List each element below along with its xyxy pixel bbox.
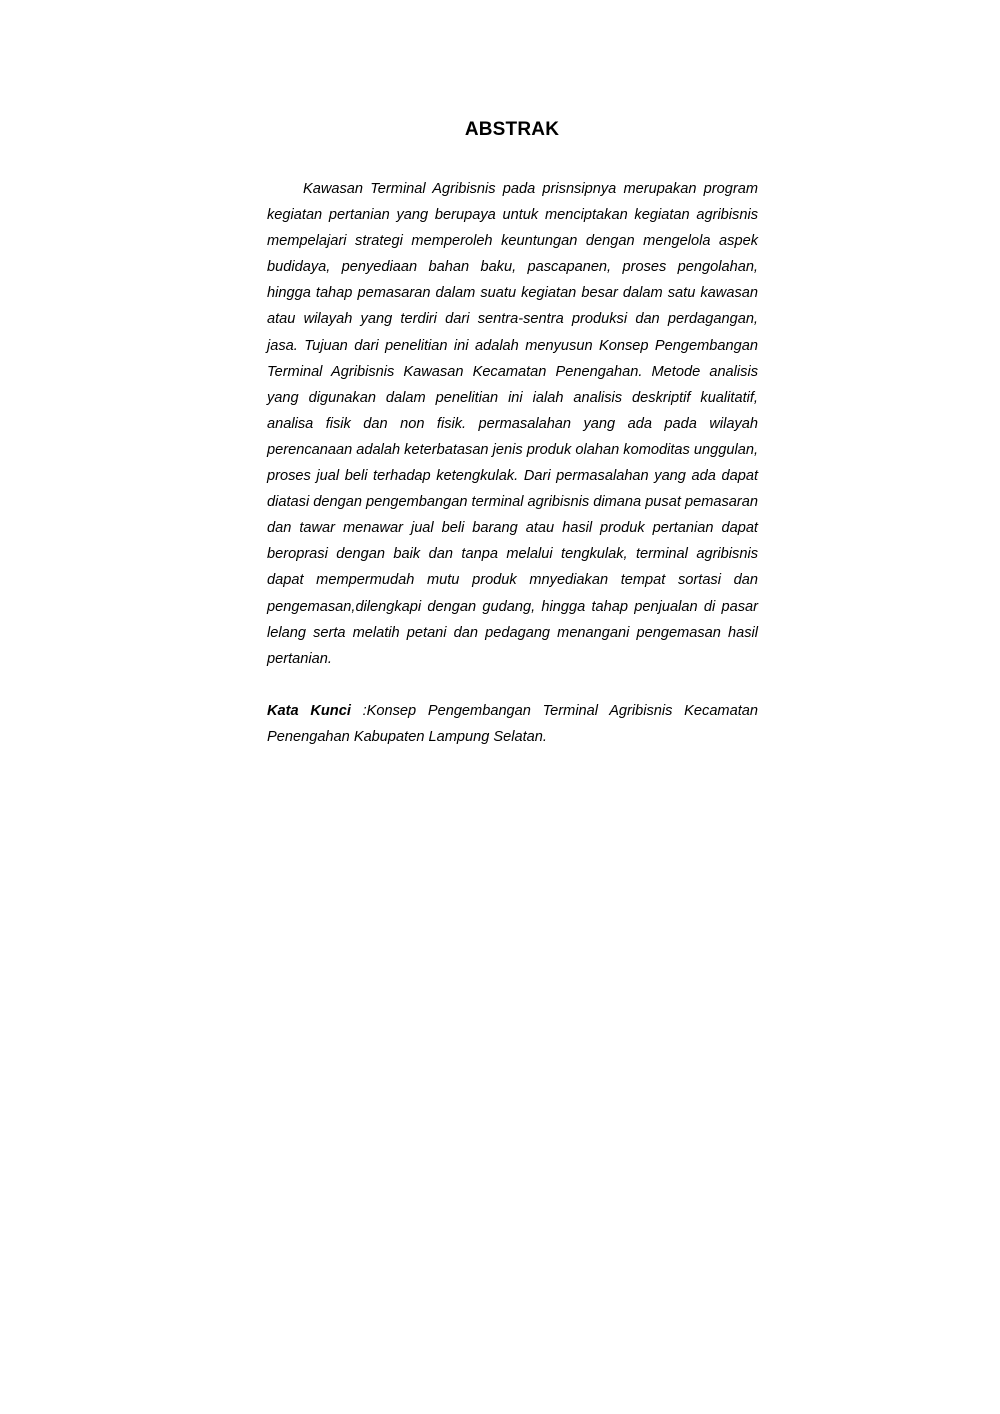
keywords-label: Kata Kunci (267, 702, 351, 719)
abstract-content (267, 176, 758, 750)
keywords-paragraph (267, 698, 758, 750)
abstract-paragraph: Kawasan Terminal Agribisnis pada prisnsipnya merupakan program kegiatan pertanian yang berupaya untuk menciptakan kegiatan agribisnis mempelajari strategi memperoleh keuntungan dengan mengelola aspek budidaya, penyediaan bahan baku, pascapanen, proses pengolahan, hingga tahap pemasaran dalam suatu kegiatan besar dalam satu kawasan atau wilayah yang terdiri dari sentra-sentra produksi dan perdagangan, jasa. Tujuan dari penelitian ini adalah menyusun Konsep Pengembangan Terminal Agribisnis Kawasan Kecamatan Penengahan. Metode analisis yang digunakan dalam penelitian ini ialah analisis deskriptif kualitatif, analisa fisik dan non fisik. permasalahan yang ada pada wilayah perencanaan adalah keterbatasan jenis produk olahan komoditas unggulan, proses jual beli terhadap ketengkulak. Dari permasalahan yang ada dapat diatasi dengan pengembangan terminal agribisnis dimana pusat pemasaran dan tawar menawar jual beli barang atau hasil produk pertanian dapat beroprasi dengan baik dan tanpa melalui tengkulak, terminal agribisnis dapat mempermudah mutu produk mnyediakan tempat sortasi dan pengemasan,dilengkapi dengan gudang, hingga tahap penjualan di pasar lelang serta melatih petani dan pedagang menangani pengemasan hasil pertanian. (267, 181, 758, 667)
page-title: ABSTRAK (464, 119, 560, 140)
keywords-text: :Konsep Pengembangan Terminal Agribisnis Kecamatan Penengahan Kabupaten Lampung Selatan. (267, 702, 758, 745)
